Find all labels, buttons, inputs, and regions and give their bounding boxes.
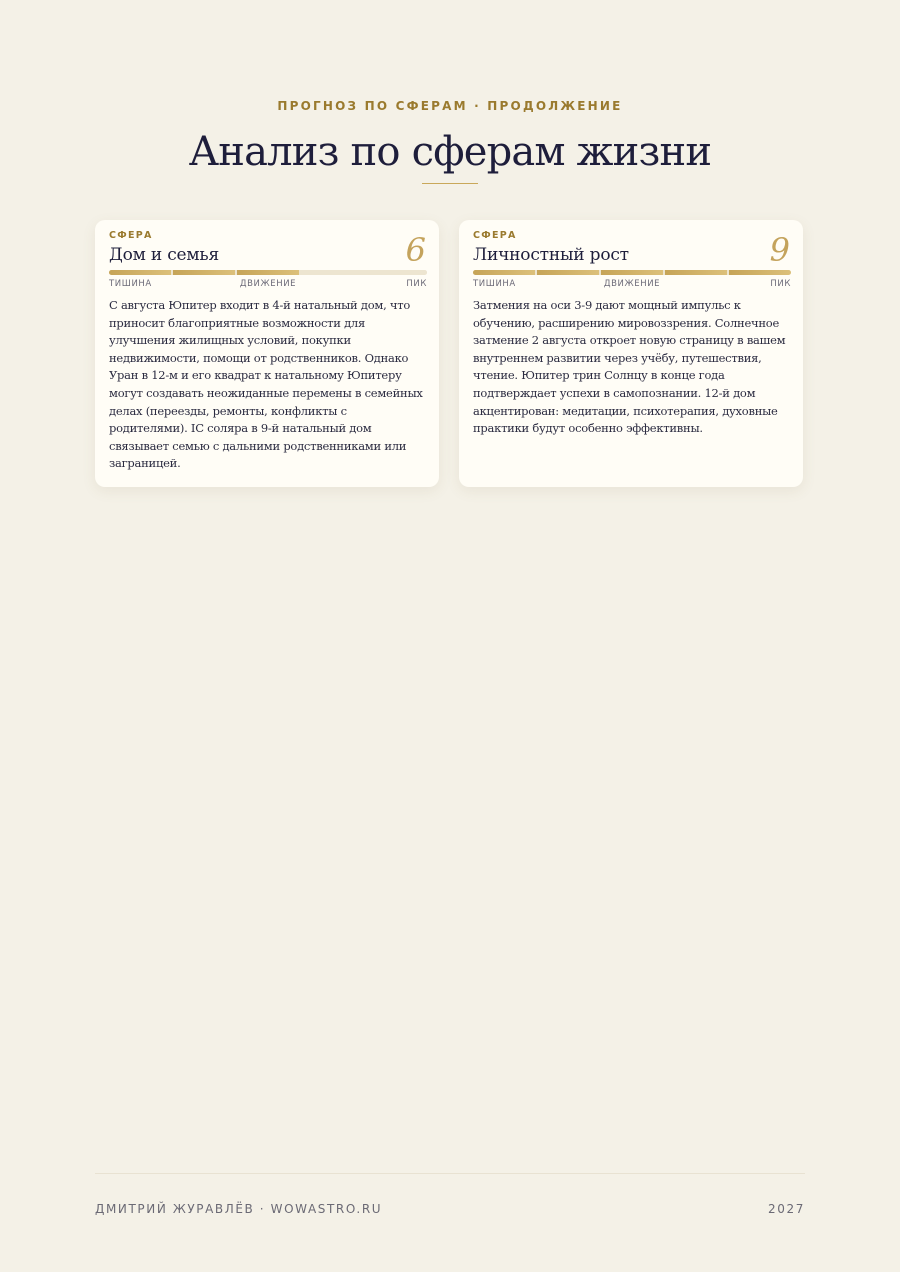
title-divider [422,183,478,184]
sphere-card-personal-growth [459,220,803,487]
sphere-card-home-family [95,220,439,487]
sphere-level-bar [473,270,791,275]
footer-author: ДМИТРИЙ ЖУРАВЛЁВ · WOWASTRO.RU [95,1202,383,1216]
scale-mid-label: ДВИЖЕНИЕ [603,279,661,289]
level-segment [301,270,363,275]
level-segment [109,270,171,275]
page-title: Анализ по сферам жизни [188,129,712,175]
scale-high-label: ПИК [406,279,427,289]
sphere-level-bar [109,270,427,275]
footer-divider [95,1173,805,1174]
level-segment [173,270,235,275]
sphere-label: СФЕРА [109,230,153,241]
footer-year: 2027 [768,1202,805,1216]
sphere-title: Дом и семья [109,245,220,265]
level-segment [665,270,727,275]
scale-low-label: ТИШИНА [109,279,152,289]
level-segment [601,270,663,275]
level-segment [729,270,791,275]
scale-mid-label: ДВИЖЕНИЕ [239,279,297,289]
level-scale [473,279,791,291]
level-segment [365,270,427,275]
sphere-score: 6 [405,231,426,269]
sphere-title: Личностный рост [473,245,629,265]
sphere-label: СФЕРА [473,230,517,241]
scale-low-label: ТИШИНА [473,279,516,289]
level-segment [473,270,535,275]
page-eyebrow: ПРОГНОЗ ПО СФЕРАМ · ПРОДОЛЖЕНИЕ [277,99,623,113]
level-scale [109,279,427,291]
level-segment [237,270,299,275]
scale-high-label: ПИК [770,279,791,289]
level-segment [537,270,599,275]
sphere-description: Затмения на оси 3-9 дают мощный импульс к обучению, расширению мировоззрения. Солнечное затмение 2 августа откроет новую страницу в вашем внутреннем развитии через учёбу, путешествия, чтение. Юпитер трин Солнцу в конце года подтверждает успехи в самопознании. 12-й дом акцентирован: медитации, психотерапия, духовные практики будут особенно эффективны. [473,298,786,436]
sphere-score: 9 [769,231,790,269]
sphere-description: С августа Юпитер входит в 4-й натальный дом, что приносит благоприятные возможности для улучшения жилищных условий, покупки недвижимости, помощи от родственников. Однако Уран в 12-м и его квадрат к натальному Юпитеру могут создавать неожиданные перемены в семейных делах (переезды, ремонты, конфликты с родителями). IC соляра в 9-й натальный дом связывает семью с дальними родственниками или заграницей. [109,298,423,471]
